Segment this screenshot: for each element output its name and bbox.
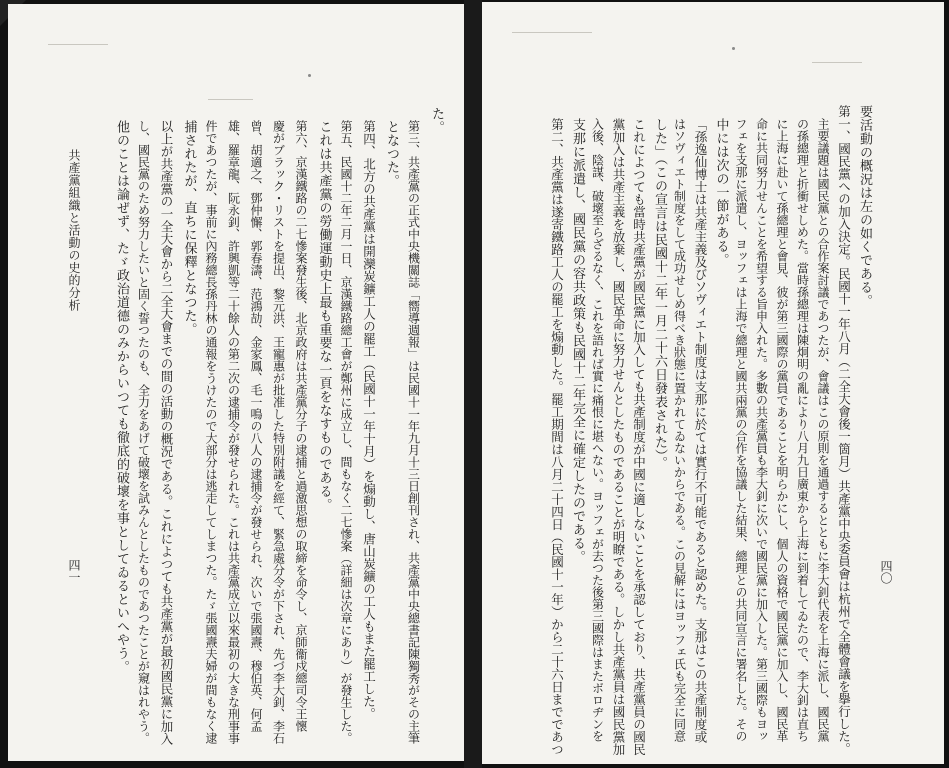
page-blemish bbox=[812, 62, 862, 63]
text-column: 慶がブラック・リストを提出、黎元洪、王寵惠が批准した特別附議を經て、緊急處分令が下され、先づ李大釗、李石 bbox=[271, 120, 286, 744]
text-column: 曾、胡適之、鄧仲懈、郭春濤、范鴻劼、金家鳳、毛一鳴の八人の逮捕令が發せられ、次いで張國燾、穆伯英、何孟 bbox=[249, 120, 263, 732]
page-blemish bbox=[512, 32, 592, 33]
text-column: 第四、北方の共產黨は開灤炭鑛工人の罷工（民國十一年十月）を煽動し、唐山炭鑛の工人もまた罷工した。 bbox=[361, 120, 377, 720]
text-column: 以上が共產黨の一全大會から二全大會までの間の活動の概況である。これによつても共產黨が最初國民黨に加入 bbox=[159, 120, 174, 745]
text-column: 中には次の一節がある。 bbox=[713, 118, 729, 267]
text-column: はソヴィエト制度をして成功せしめ得べき狀態に置かれてゐないからである。この見解にはヨッフェ氏も完全に同意 bbox=[672, 118, 687, 742]
text-column: 件であつたが、事前に內務總長孫丹林の通報をうけたので大部分は逃走してしまつた。たゞ張國燾夫婦が間もなく逮 bbox=[204, 120, 218, 744]
text-column: 雄、羅章龍、阮永釗、許興凱等二十餘人の第二次の逮捕令が發せられた。これは共產黨成立以來最初の大きな刑事事 bbox=[226, 120, 241, 744]
text-column: これは共產黨の勞働運動史上最も重要な一頁をなすものである。 bbox=[316, 120, 332, 512]
page-number: 四一 bbox=[67, 559, 81, 583]
text-column: 入後、陰謀、破壞至らざるなく、これを語れば實に痛恨に堪へない。ヨッフェが去つた後第三國際はまたボロヂンを bbox=[590, 118, 605, 742]
text-column: 第六、京漢鐵路の二七慘案發生後、北京政府は共產黨分子の逮捕と過激思想の取締を命令し、京師衞戍總司令王懷 bbox=[294, 120, 308, 732]
page-number: 四〇 bbox=[879, 560, 893, 584]
page-blemish bbox=[208, 99, 253, 100]
page-blemish bbox=[48, 44, 108, 45]
text-column: 第五、民國十二年二月一日、京漢鐵路總工會が鄭州に成立し、間もなく二七慘案（詳細は次章にあり）が發生した。 bbox=[339, 120, 353, 744]
right-page bbox=[482, 2, 944, 764]
text-column: し、國民黨のため努力したいと固く誓つたのも、全力をあげて破壞を試みんとしたものであつたことが窺はれやう。 bbox=[136, 120, 151, 744]
text-column: 要活動の概況は左の如くである。 bbox=[857, 105, 872, 308]
text-column: これによつても當時共產黨が國民黨に加入しても共產制度が中國に適しないことを承認しており、共產黨員の國民 bbox=[631, 118, 647, 756]
page-blemish bbox=[732, 47, 735, 50]
text-column: 捕されたが、直ちに保釋となつた。 bbox=[181, 120, 197, 336]
text-column: 「孫逸仙博士は共產主義及びソヴィエト制度は支那に於ては實行不可能であると認めた。支那はこの共產制度或 bbox=[693, 118, 708, 743]
page-blemish bbox=[308, 74, 311, 77]
book-gutter bbox=[464, 0, 482, 768]
running-head: 共產黨組織と活動の史的分析 bbox=[67, 149, 81, 312]
text-column: 命に共同努力せんことを希望する旨申入れた。多數の共產黨員も李大釗に次いで國民黨に加入した。第三國際もヨッ bbox=[754, 118, 769, 742]
left-page bbox=[8, 4, 464, 761]
text-column: 主要議題は國民黨との合作案討議であつたが、會議はこの原則を通過するとともに李大釗代表を上海に派し、國民黨 bbox=[816, 118, 830, 742]
text-column: 他のことは論ぜず、たゞ政治道德のみからいつても徹底的破壞を事としてゐるといへやう。 bbox=[114, 120, 129, 674]
text-column: 第三、共產黨の正式中央機關誌「嚮導週報」は民國十一年九月十三日創刊され、共產黨中央總書記陳獨秀がその主筆 bbox=[406, 120, 421, 744]
text-column: 第一、國民黨への加入決定。民國十一年八月（二全大會後一箇月）共產黨中央委員會は杭州で全體會議を擧行した。 bbox=[836, 105, 852, 755]
text-column: 黨加入は共產主義を放棄し、國民革命に努力せんとしたものであることが明瞭である。しかし共產黨員は國民黨加 bbox=[611, 118, 626, 756]
text-column: た。 bbox=[429, 107, 444, 134]
text-column: の孫總理と折衝せしめた。當時孫總理は陳炯明の亂により八月九日廣東から上海に到着してゐたので、李大釗は直ち bbox=[795, 118, 810, 742]
text-column: 第二、共產黨は遂寄鐵路工人の罷工を煽動した。罷工期間は八月二十四日（民國十一年）から二十六日までであつ bbox=[549, 118, 565, 756]
text-column: となつた。 bbox=[384, 120, 399, 188]
text-column: 支那に派遣し、國民黨の容共政策も民國十二年完全に確定したのである。 bbox=[570, 118, 585, 564]
text-column: に上海に赴いて孫總理と會見、彼が第三國際の黨員であることを明らかにし、個人の資格で國民黨に加入し、國民革 bbox=[775, 118, 789, 742]
text-column: した」（この宣言は民國十二年一月二十六日發表された）。 bbox=[652, 118, 667, 470]
text-column: フェを支那に派遣し、ヨッフェは上海で總理と國共兩黨の合作を協議した結果、總理との共同宣言に署名した。その bbox=[734, 118, 748, 742]
